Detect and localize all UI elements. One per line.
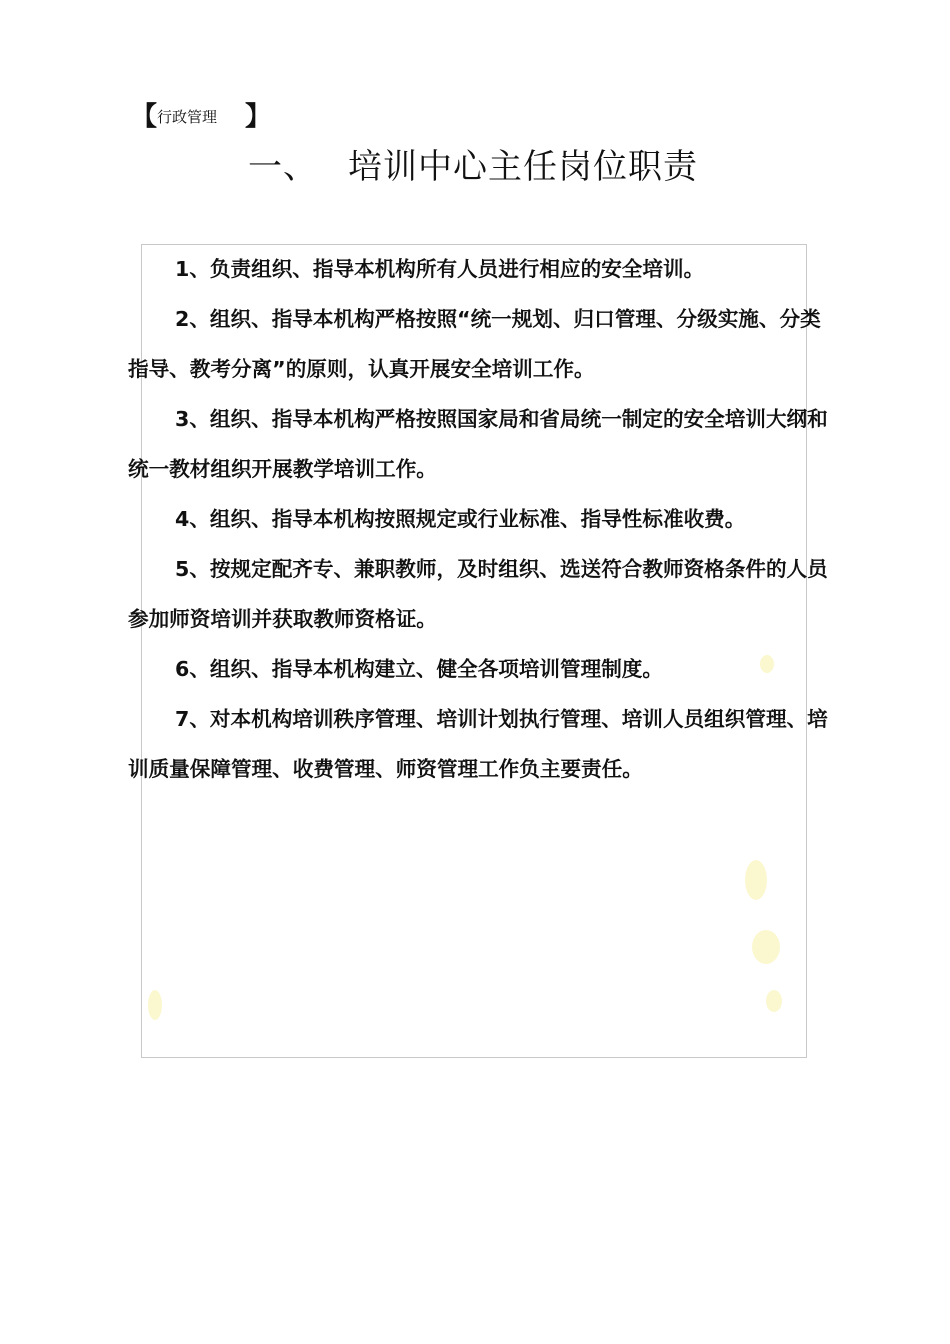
category-tag: [131, 100, 271, 134]
duty-paragraph-5: 5、按规定配齐专、兼职教师，及时组织、选送符合教师资格条件的人员参加师资培训并获取教师资格证。: [128, 557, 828, 631]
category-label: 行政管理: [157, 108, 218, 126]
faint-watermark-mark: [745, 860, 767, 900]
section-heading: [248, 138, 698, 188]
duties-list: [128, 244, 828, 794]
category-close-bracket: 】: [245, 102, 272, 132]
faint-watermark-mark: [148, 990, 162, 1020]
duty-paragraph-4: 4、组织、指导本机构按照规定或行业标准、指导性标准收费。: [175, 507, 746, 531]
section-number: 一、: [248, 146, 318, 187]
faint-watermark-mark: [766, 990, 782, 1012]
duty-paragraph-2: 2、组织、指导本机构严格按照“统一规划、归口管理、分级实施、分类指导、教考分离”的原则，认真开展安全培训工作。: [128, 307, 821, 381]
duty-paragraph-7: 7、对本机构培训秩序管理、培训计划执行管理、培训人员组织管理、培训质量保障管理、收费管理、师资管理工作负主要责任。: [128, 707, 828, 781]
duty-paragraph-3: 3、组织、指导本机构严格按照国家局和省局统一制定的安全培训大纲和统一教材组织开展教学培训工作。: [128, 407, 828, 481]
category-open-bracket: 【: [131, 102, 158, 132]
duty-paragraph-6: 6、组织、指导本机构建立、健全各项培训管理制度。: [175, 657, 663, 681]
section-title: 培训中心主任岗位职责: [348, 146, 698, 187]
faint-watermark-mark: [752, 930, 780, 964]
duty-paragraph-1: 1、负责组织、指导本机构所有人员进行相应的安全培训。: [175, 257, 705, 281]
